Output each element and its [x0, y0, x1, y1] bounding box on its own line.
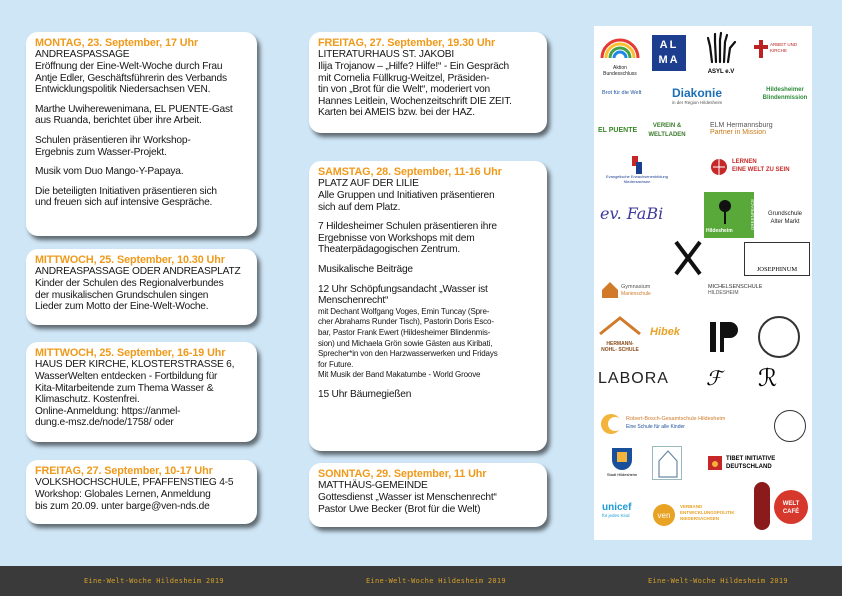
- sponsor-logos-panel: [594, 26, 812, 540]
- welt-cafe-logo: [774, 490, 808, 524]
- logo-text: ASYL e.V: [707, 69, 735, 75]
- logo-text: Eine Schule für alle Kinder: [626, 424, 685, 430]
- logo-text: VEREIN &: [652, 123, 682, 129]
- event-text: Eröffnung der Eine-Welt-Woche durch Frau: [35, 61, 223, 72]
- event-text: Schulen präsentieren ihr Workshop-: [35, 134, 191, 146]
- alma-logo: [652, 35, 686, 71]
- logo-text: für jedes Kind: [602, 513, 630, 518]
- event-place: LITERATURHAUS ST. JAKOBI: [318, 49, 454, 61]
- elm-logo: [698, 122, 808, 146]
- event-text: Alle Gruppen und Initiativen präsentieren: [318, 190, 495, 201]
- event-text: Die beteiligten Initiativen präsentieren sich: [35, 185, 217, 197]
- el-puente-logo: [598, 122, 640, 144]
- flower-icon: [710, 194, 740, 224]
- logo-text: MICHELSENSCHULE: [708, 284, 763, 290]
- event-text: Menschenrecht“: [318, 295, 389, 307]
- event-text: Musikalische Beiträge: [318, 263, 413, 275]
- event-heading: MITTWOCH, 25. September, 16-19 Uhr: [35, 347, 226, 359]
- calligraphy-icon: ℱ: [706, 366, 722, 390]
- event-place: ANDREASPASSAGE: [35, 49, 130, 61]
- event-heading: SAMSTAG, 28. September, 11-16 Uhr: [318, 166, 502, 178]
- logo-text: AL MA: [658, 39, 680, 66]
- logo-text: JOSEPHINUM: [756, 266, 798, 273]
- event-text: Theaterpädagogischen Zentrum.: [318, 244, 461, 256]
- event-heading: MITTWOCH, 25. September, 10.30 Uhr: [35, 254, 225, 266]
- event-place: HAUS DER KIRCHE, KLOSTERSTRASSE 6,: [35, 359, 235, 371]
- event-text: Ergebnis zum Wasser-Projekt.: [35, 146, 167, 158]
- event-card-sonntag: [309, 463, 547, 527]
- event-text: 15 Uhr Bäumegießen: [318, 388, 412, 400]
- ev-fabi-logo: [600, 200, 664, 230]
- ven-circle-icon: [652, 503, 676, 527]
- erwachsenenbildung-logo: [602, 156, 672, 192]
- event-text: Pastor Uwe Becker (Brot für die Welt): [318, 503, 481, 515]
- logo-text: unicef: [602, 502, 632, 513]
- hermann-nohl-schule-logo: [598, 316, 642, 356]
- logo-text: WELT CAFÉ: [782, 501, 800, 515]
- event-small-text: bar, Pastor Frank Ewert (Hildesheimer Blindenmis-: [318, 327, 491, 337]
- event-text: Lieder zum Motto der Eine-Welt-Woche.: [35, 301, 209, 313]
- event-text: Gottesdienst „Wasser ist Menschenrecht“: [318, 492, 497, 503]
- event-place: MATTHÄUS-GEMEINDE: [318, 480, 428, 492]
- event-text: Ergebnisse von Workshops mit dem: [318, 232, 475, 244]
- event-text: Entwicklungspolitik Niedersachsen VEN.: [35, 84, 211, 96]
- event-text: Kinder der Schulen des Regionalverbundes: [35, 278, 224, 289]
- house-icon: [598, 316, 642, 336]
- logo-text: Hildesheimer Blindenmission: [762, 87, 808, 101]
- event-text: Marthe Uwiherewenimana, EL PUENTE-Gast: [35, 103, 233, 115]
- rainbow-icon: [598, 34, 642, 60]
- logo-text: EINE WELT ZU SEIN: [732, 167, 790, 173]
- hildesheim-greenpeace-logo: [704, 192, 754, 238]
- asyl-logo: [702, 32, 740, 76]
- logo-text: ENTWICKLUNGSPOLITIK: [680, 510, 735, 515]
- marienschule-logo: [602, 278, 672, 302]
- round-seal-logo: [758, 316, 800, 358]
- event-small-text: Mit Musik der Band Makatumbe - World Groove: [318, 370, 481, 380]
- cafe-stamp-logo: [774, 410, 806, 442]
- logo-text: LABORA: [598, 370, 669, 387]
- logo-text: ev. FaBi: [600, 204, 664, 223]
- event-text: aus Ruanda, berichtet über ihre Arbeit.: [35, 115, 202, 127]
- logo-text: Evangelische Erwachsenenbildung Niedersachsen: [605, 174, 669, 184]
- event-text: sich auf dem Platz.: [318, 201, 401, 213]
- event-text: Kita-Mitarbeitende zum Thema Wasser &: [35, 382, 214, 394]
- event-text: 7 Hildesheimer Schulen präsentieren ihre: [318, 221, 497, 233]
- school-icon: [602, 282, 618, 298]
- aktion-bundesschluss-logo: [598, 34, 642, 78]
- logo-text: TIBET INITIATIVE: [726, 456, 776, 462]
- unicef-logo: [602, 502, 646, 528]
- logo-text: LERNEN: [732, 159, 757, 165]
- eeb-icon: [628, 156, 646, 174]
- footer-text-center: Eine-Welt-Woche Hildesheim 2019: [366, 577, 506, 585]
- event-small-text: Sprecher*in von den Harzwasserwerken und Fridays: [318, 349, 498, 359]
- blindenmission-logo: [762, 80, 808, 116]
- logo-text: EL PUENTE: [598, 127, 638, 134]
- event-card-freitag-1930: [309, 32, 547, 133]
- event-heading: FREITAG, 27. September, 19.30 Uhr: [318, 37, 496, 49]
- coat-of-arms-icon: [610, 446, 634, 472]
- footer-text-left: Eine-Welt-Woche Hildesheim 2019: [84, 577, 224, 585]
- church-drawing-logo: [652, 446, 682, 480]
- event-text: bis zum 20.09. unter barge@ven-nds.de: [35, 500, 210, 512]
- lernen-eine-welt-logo: [710, 156, 808, 182]
- logo-text: HERMANN- NOHL- SCHULE: [601, 341, 639, 353]
- event-small-text: for Future.: [318, 359, 354, 369]
- event-text: 12 Uhr Schöpfungsandacht „Wasser ist: [318, 283, 488, 295]
- event-small-text: mit Dechant Wolfgang Voges, Emin Tuncay (Spre-: [318, 306, 490, 316]
- logo-text: in der Region Hildesheim: [672, 100, 723, 105]
- event-card-mittwoch-1030: [26, 249, 257, 325]
- event-small-text: cher Abrahams Runder Tisch), Pastorin Doris Esco-: [318, 317, 494, 327]
- logo-text: DEUTSCHLAND: [726, 464, 772, 470]
- logo-text: Grundschule: [767, 211, 803, 217]
- event-heading: SONNTAG, 29. September, 11 Uhr: [318, 468, 487, 480]
- logo-text: ELM Hermannsburg: [710, 122, 773, 129]
- event-place: ANDREASPASSAGE ODER ANDREASPLATZ: [35, 266, 241, 278]
- event-small-text: sion) und Michaela Grön sowie Gästen aus Kiribati,: [318, 338, 493, 348]
- logo-text: Robert-Bosch-Gesamtschule Hildesheim: [626, 416, 726, 422]
- x-cross-icon: [668, 234, 708, 278]
- event-text: Musik vom Duo Mango-Y-Papaya.: [35, 166, 184, 178]
- logo-text: HILDESHEIM: [708, 290, 739, 296]
- event-text: der musikalischen Grundschulen singen: [35, 289, 209, 301]
- logo-text: Gymnasium: [621, 284, 651, 290]
- globe-icon: [710, 158, 728, 176]
- event-text: Hannes Leitlein, Wochenzeitschrift DIE ZEIT.: [318, 95, 512, 107]
- sun-icon: [600, 413, 622, 435]
- event-text: tin von „Brot für die Welt“, moderiert von: [318, 84, 491, 96]
- stadt-hildesheim-logo: [602, 446, 642, 484]
- svg-text:ven: ven: [657, 511, 671, 520]
- cross-number-logo: [668, 234, 708, 278]
- logo-text: GREENPEACE: [749, 198, 755, 231]
- logo-text: Brot für die Welt: [602, 90, 642, 96]
- ip-logo: [706, 318, 740, 356]
- rs-logo: [758, 364, 802, 398]
- ven-logo: [652, 500, 750, 530]
- hand-icon: [702, 32, 740, 64]
- event-place: VOLKSHOCHSCHULE, PFAFFENSTIEG 4-5: [35, 477, 234, 489]
- logo-text: VERBAND: [680, 504, 703, 509]
- event-place: PLATZ AUF DER LILIE: [318, 178, 419, 190]
- diakonie-logo: [672, 86, 758, 110]
- michelsenschule-logo: [690, 284, 808, 304]
- rs-icon: ℛ: [758, 364, 778, 392]
- weltladen-logo: [644, 122, 690, 146]
- event-text: Online-Anmeldung: https://anmel-: [35, 405, 181, 417]
- event-text: Klimaschutz. Kostenfrei.: [35, 394, 140, 406]
- logo-text: WELTLADEN: [648, 132, 686, 138]
- event-text: Workshop: Globales Lernen, Anmeldung: [35, 489, 211, 500]
- robert-bosch-gesamtschule-logo: [600, 410, 766, 438]
- logo-text: Diakonie: [672, 86, 723, 100]
- footer-text-right: Eine-Welt-Woche Hildesheim 2019: [648, 577, 788, 585]
- logo-text: Partner in Mission: [710, 129, 767, 136]
- event-text: Ilija Trojanow – „Hilfe? Hilfe!“ - Ein Gespräch: [318, 61, 510, 72]
- tibet-initiative-logo: [708, 454, 808, 476]
- hibek-logo: [650, 326, 698, 348]
- event-heading: FREITAG, 27. September, 10-17 Uhr: [35, 465, 213, 477]
- brot-fuer-die-welt-logo: [602, 86, 664, 106]
- event-text: WasserWelten entdecken - Fortbildung für: [35, 371, 218, 382]
- event-text: und freuen sich auf intensive Gespräche.: [35, 197, 213, 209]
- logo-text: ARBEIT UND KIRCHE: [770, 42, 798, 53]
- event-card-freitag-1017: [26, 460, 257, 524]
- logo-text: Alter Markt: [770, 219, 800, 225]
- event-heading: MONTAG, 23. September, 17 Uhr: [35, 37, 199, 49]
- logo-text: Aktion Bundesschluss: [603, 65, 637, 77]
- tibet-flag-icon: [708, 456, 722, 470]
- event-text: dung.e-msz.de/node/1758/ oder: [35, 417, 174, 429]
- arbeit-kirche-logo: [754, 38, 804, 68]
- josephinum-logo: [744, 242, 810, 276]
- cross-icon: [754, 40, 768, 58]
- calligraphy-logo: [706, 366, 740, 394]
- event-text: Antje Edler, Geschäftsführerin des Verbands: [35, 72, 227, 84]
- logo-text: Hildesheim: [706, 228, 733, 234]
- shield-mask-logo: [754, 482, 770, 530]
- event-card-mittwoch-1619: [26, 342, 257, 442]
- labora-logo: [598, 370, 690, 392]
- church-icon: [653, 447, 683, 481]
- logo-text: NIEDERSACHSEN: [680, 516, 720, 521]
- event-card-samstag: [309, 161, 547, 451]
- grundschule-alter-markt-logo: [762, 202, 808, 232]
- logo-text: Stadt Hildesheim: [606, 472, 638, 477]
- event-card-montag: [26, 32, 257, 236]
- logo-text: Hibek: [650, 326, 680, 338]
- logo-text: Marienschule: [621, 291, 651, 297]
- ip-emblem-icon: [706, 318, 740, 356]
- event-text: mit Cornelia Füllkrug-Weitzel, Präsiden-: [318, 72, 490, 84]
- event-text: Karten bei AMEIS bzw. bei der HAZ.: [318, 107, 475, 119]
